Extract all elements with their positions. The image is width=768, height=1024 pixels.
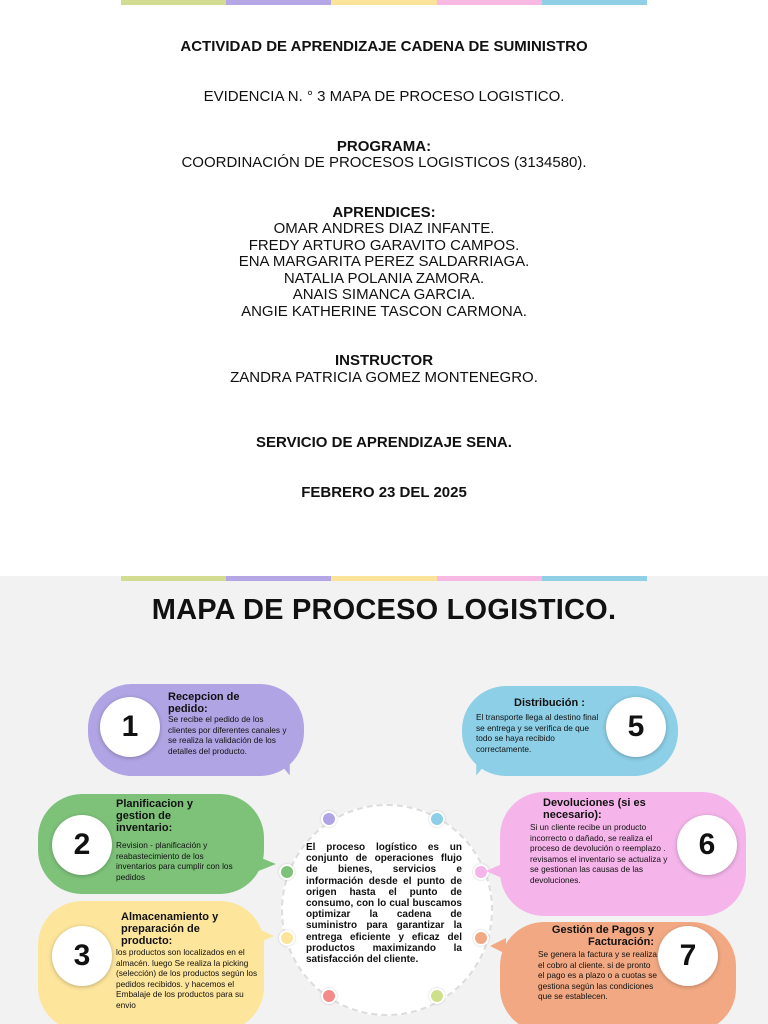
step-description: El transporte llega al destino final se entrega y se verifica de que todo se haya recibido correctamente.	[476, 712, 599, 754]
apprentice-name: ANAIS SIMANCA GARCIA.	[292, 286, 476, 303]
program-heading: PROGRAMA:	[336, 138, 432, 155]
step-description: Se recibe el pedido de los clientes por diferentes canales y se realiza la validación de los detalles del producto.	[168, 714, 287, 756]
connector-dot	[321, 811, 337, 827]
stripe-segment-3	[331, 576, 436, 581]
document-date: FEBRERO 23 DEL 2025	[301, 484, 467, 501]
center-description: El proceso logístico es un conjunto de operaciones flujo de bienes, servicios e información desde el punto de origen hasta el punto de consumo, con lo cual buscamos optimizar la cadena de suministro para garantizar la entrega eficiente y eficaz del productos maximizando la satisfacción del cliente.	[306, 842, 462, 966]
map-title: MAPA DE PROCESO LOGISTICO.	[151, 594, 617, 626]
program-name: COORDINACIÓN DE PROCESOS LOGISTICOS (3134580).	[181, 154, 587, 171]
connector-dot	[429, 811, 445, 827]
connector-dot	[279, 930, 295, 946]
step-title: Recepcion de pedido:	[168, 691, 240, 715]
stripe-segment-5	[542, 576, 647, 581]
step-description: Revision - planificación y reabastecimiento de los inventarios para cumplir con los pedidos	[116, 840, 233, 882]
process-map-page	[0, 576, 768, 1024]
stripe-segment-2	[226, 576, 331, 581]
map-color-stripe	[121, 576, 647, 581]
step-number: 2	[52, 815, 112, 875]
step-number: 1	[100, 697, 160, 757]
institution-name: SERVICIO DE APRENDIZAJE SENA.	[256, 434, 512, 451]
stripe-segment-4	[437, 576, 542, 581]
apprentice-name: FREDY ARTURO GARAVITO CAMPOS.	[248, 237, 520, 254]
step-title: Almacenamiento y preparación de producto:	[121, 911, 219, 947]
apprentices-heading: APRENDICES:	[332, 204, 436, 221]
stripe-segment-4	[437, 0, 542, 5]
connector-dot	[321, 988, 337, 1004]
step-title: Devoluciones (si es necesario):	[543, 797, 646, 821]
apprentice-name: ANGIE KATHERINE TASCON CARMONA.	[241, 303, 527, 320]
instructor-name: ZANDRA PATRICIA GOMEZ MONTENEGRO.	[230, 369, 538, 386]
step-number: 7	[658, 926, 718, 986]
stripe-segment-1	[121, 0, 226, 5]
top-color-stripe	[121, 0, 647, 5]
step-description: los productos son localizados en el almacén. luego Se realiza la picking (selección) de los productos según los pedidos recibidos. y hacemos el Embalaje de los productos para su envio	[116, 947, 258, 1010]
step-title: Distribución :	[514, 697, 585, 709]
step-title: Gestión de Pagos y Facturación:	[551, 924, 654, 948]
stripe-segment-2	[226, 0, 331, 5]
connector-dot	[429, 988, 445, 1004]
instructor-heading: INSTRUCTOR	[334, 352, 434, 369]
step-number: 6	[677, 815, 737, 875]
apprentice-name: OMAR ANDRES DIAZ INFANTE.	[273, 220, 495, 237]
step-number: 5	[606, 697, 666, 757]
activity-title: ACTIVIDAD DE APRENDIZAJE CADENA DE SUMINISTRO	[180, 38, 588, 55]
connector-dot	[279, 864, 295, 880]
stripe-segment-1	[121, 576, 226, 581]
apprentice-name: NATALIA POLANIA ZAMORA.	[283, 270, 485, 287]
connector-dot	[473, 930, 489, 946]
step-title: Planificacion y gestion de inventario:	[116, 798, 194, 834]
stripe-segment-5	[542, 0, 647, 5]
step-description: Se genera la factura y se realiza el cobro al cliente. si de pronto el pago es a plazo o a cuotas se gestiona según las condiciones que se establecen.	[538, 949, 658, 1002]
step-number: 3	[52, 926, 112, 986]
stripe-segment-3	[331, 0, 436, 5]
step-description: Si un cliente recibe un producto incorrecto o dañado, se realiza el proceso de devolución o reemplazo . revisamos el inventario se actualiza y se gestionan las causas de las devoluciones.	[530, 822, 668, 885]
apprentice-name: ENA MARGARITA PEREZ SALDARRIAGA.	[238, 253, 530, 270]
evidence-line: EVIDENCIA N. ° 3 MAPA DE PROCESO LOGISTICO.	[203, 88, 565, 105]
